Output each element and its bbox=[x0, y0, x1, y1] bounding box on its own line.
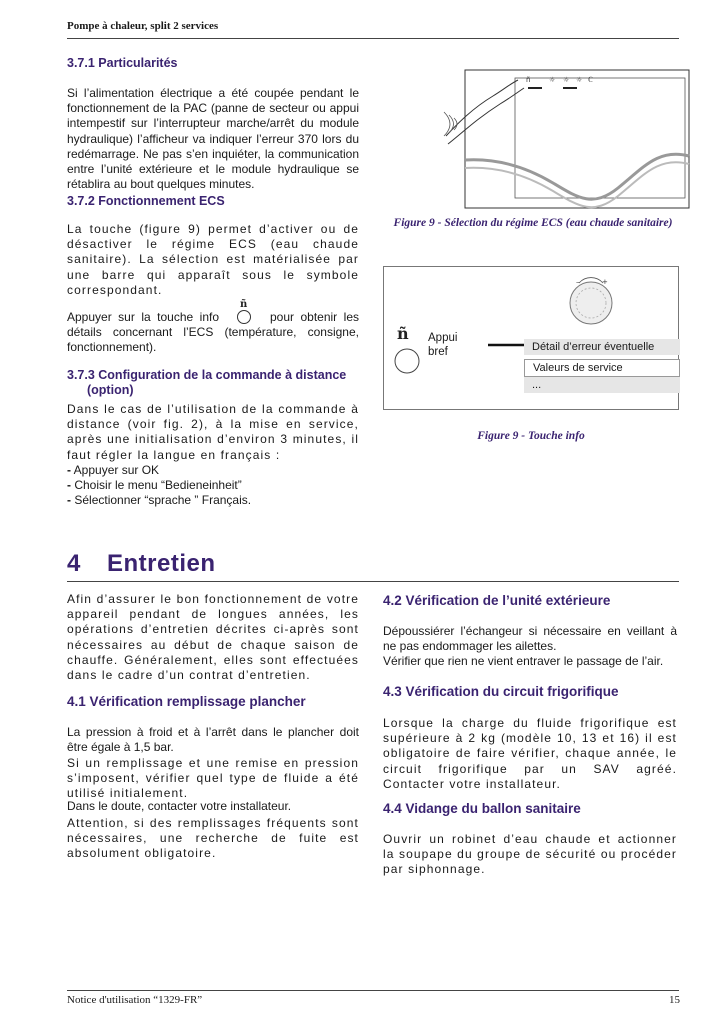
svg-text:–: – bbox=[576, 278, 580, 286]
paragraph-attention bbox=[67, 816, 359, 862]
heading-4-4: 4.4 Vidange du ballon sanitaire bbox=[383, 801, 581, 816]
fonctionnement-ecs-text: La touche (figure 9) permet d’activer ou de désactiver le régime ECS (eau chaude sanitaire). La sélection est matérialisée par une barre qui apparaît sous le symbole correspondant. bbox=[67, 222, 359, 297]
step-item bbox=[67, 493, 359, 508]
footer-rule bbox=[67, 990, 679, 991]
heading-3-7-2: 3.7.2 Fonctionnement ECS bbox=[67, 194, 225, 208]
svg-text:ñ: ñ bbox=[526, 76, 531, 84]
svg-text:ℂ: ℂ bbox=[588, 76, 593, 84]
remplissage-text: Si un remplissage et une remise en pression s’imposent, vérifier quel type de fluide a été utilisé initialement. bbox=[67, 756, 359, 801]
paragraph-entretien-intro bbox=[67, 592, 359, 683]
panel-item-service-values: Valeurs de service bbox=[524, 359, 680, 377]
running-header: Pompe à chaleur, split 2 services bbox=[67, 20, 219, 32]
chapter-title: Entretien bbox=[107, 550, 216, 577]
paragraph-commande-distance bbox=[67, 402, 359, 463]
rotary-knob-icon bbox=[567, 273, 617, 327]
heading-4-1: 4.1 Vérification remplissage plancher bbox=[67, 694, 306, 709]
vidange-text: Ouvrir un robinet d’eau chaude et actionner la soupape du groupe de sécurité ou procéder par siphonnage. bbox=[383, 832, 677, 877]
paragraph-passage-air: Vérifier que rien ne vient entraver le passage de l’air. bbox=[383, 654, 664, 668]
commande-distance-text: Dans le cas de l’utilisation de la commande à distance (voir fig. 2), à la mise en service, après une initialisation d’environ 3 minutes, il faut régler la langue en français : bbox=[67, 402, 359, 462]
svg-text:ñ: ñ bbox=[397, 325, 409, 343]
svg-text:☼: ☼ bbox=[563, 76, 570, 84]
inline-info-button-icon bbox=[226, 298, 264, 325]
page-number: 15 bbox=[669, 994, 680, 1006]
chapter-number: 4 bbox=[67, 550, 81, 577]
attention-text: Attention, si des remplissages fréquents sont nécessaires, une recherche de fuite est absolument obligatoire. bbox=[67, 816, 359, 861]
info-text-after: pour obtenir les détails concernant l’ECS (température, consigne, fonctionnement). bbox=[67, 310, 359, 355]
heading-3-7-3-option: (option) bbox=[87, 383, 134, 397]
paragraph-particularites: Si l’alimentation électrique a été coupée pendant le fonctionnement de la PAC (panne de secteur ou appui intempestif sur l’interrupteur marche/arrêt du module hydraulique) l’afficheur va indiquer l’erreur 370 lors du redémarrage. Ne pas s’en inquiéter, la communication entre l’unité extérieure et le module hydraulique se rétablira au bout quelques minutes. bbox=[67, 86, 359, 192]
circuit-frigorifique-text: Lorsque la charge du fluide frigorifique est supérieure à 2 kg (modèle 10, 13 et 16) il est obligatoire de faire vérifier, chaque année, le circuit frigorifique par un SAV agréé. Contacter votre installateur. bbox=[383, 716, 677, 791]
step-item bbox=[67, 478, 359, 493]
paragraph-info-key bbox=[67, 298, 359, 356]
figure-9a-caption: Figure 9 - Sélection du régime ECS (eau chaude sanitaire) bbox=[393, 217, 673, 229]
step-dash: - bbox=[67, 463, 71, 477]
step-dash: - bbox=[67, 478, 71, 493]
svg-text:☼: ☼ bbox=[549, 76, 556, 84]
step-dash: - bbox=[67, 493, 71, 508]
paragraph-fonctionnement-ecs bbox=[67, 222, 359, 298]
steps-list bbox=[67, 463, 359, 509]
info-button-icon bbox=[392, 325, 422, 377]
paragraph-vidange bbox=[383, 832, 677, 878]
heading-3-7-1: 3.7.1 Particularités bbox=[67, 56, 178, 70]
header-rule bbox=[67, 38, 679, 39]
svg-text:ñ: ñ bbox=[239, 298, 247, 310]
paragraph-remplissage bbox=[67, 756, 359, 802]
paragraph-circuit-frigorifique bbox=[383, 716, 677, 792]
entretien-intro-text: Afin d’assurer le bon fonctionnement de votre appareil pendant de longues années, les opérations d’entretien décrites ci-après sont nécessaires au début de chaque saison de chauffe. Généralement, elles sont effectuées dans le cadre d’un contrat d’entretien. bbox=[67, 592, 359, 683]
step-text: Choisir le menu “Bedieneinheit” bbox=[74, 478, 242, 493]
paragraph-unite-exterieure: Dépoussiérer l’échangeur si nécessaire en veillant à ne pas endommager les ailettes. bbox=[383, 624, 677, 654]
svg-text:☼: ☼ bbox=[576, 76, 583, 84]
paragraph-doute: Dans le doute, contacter votre installateur. bbox=[67, 799, 292, 813]
heading-4-3: 4.3 Vérification du circuit frigorifique bbox=[383, 684, 619, 699]
footer-document-ref: Notice d'utilisation “1329-FR” bbox=[67, 994, 203, 1006]
chapter-rule bbox=[67, 581, 679, 582]
step-text: Sélectionner “sprache ” Français. bbox=[74, 493, 252, 508]
info-text-before: Appuyer sur la touche info bbox=[67, 310, 220, 324]
step-text: Appuyer sur OK bbox=[73, 463, 160, 477]
controller-illustration bbox=[418, 68, 690, 210]
heading-4-2: 4.2 Vérification de l’unité extérieure bbox=[383, 593, 611, 608]
press-label: Appui bref bbox=[428, 332, 458, 358]
paragraph-pression: La pression à froid et à l’arrêt dans le plancher doit être égale à 1,5 bar. bbox=[67, 725, 359, 755]
svg-text:+: + bbox=[602, 278, 608, 286]
panel-item-error-detail: Détail d’erreur éventuelle bbox=[524, 339, 680, 355]
figure-9-info-key bbox=[383, 266, 679, 410]
heading-3-7-3: 3.7.3 Configuration de la commande à distance bbox=[67, 368, 347, 382]
step-item bbox=[67, 463, 359, 478]
panel-item-more: ... bbox=[524, 377, 680, 393]
figure-9-ecs-selection bbox=[418, 68, 690, 210]
figure-9b-caption: Figure 9 - Touche info bbox=[477, 430, 585, 442]
